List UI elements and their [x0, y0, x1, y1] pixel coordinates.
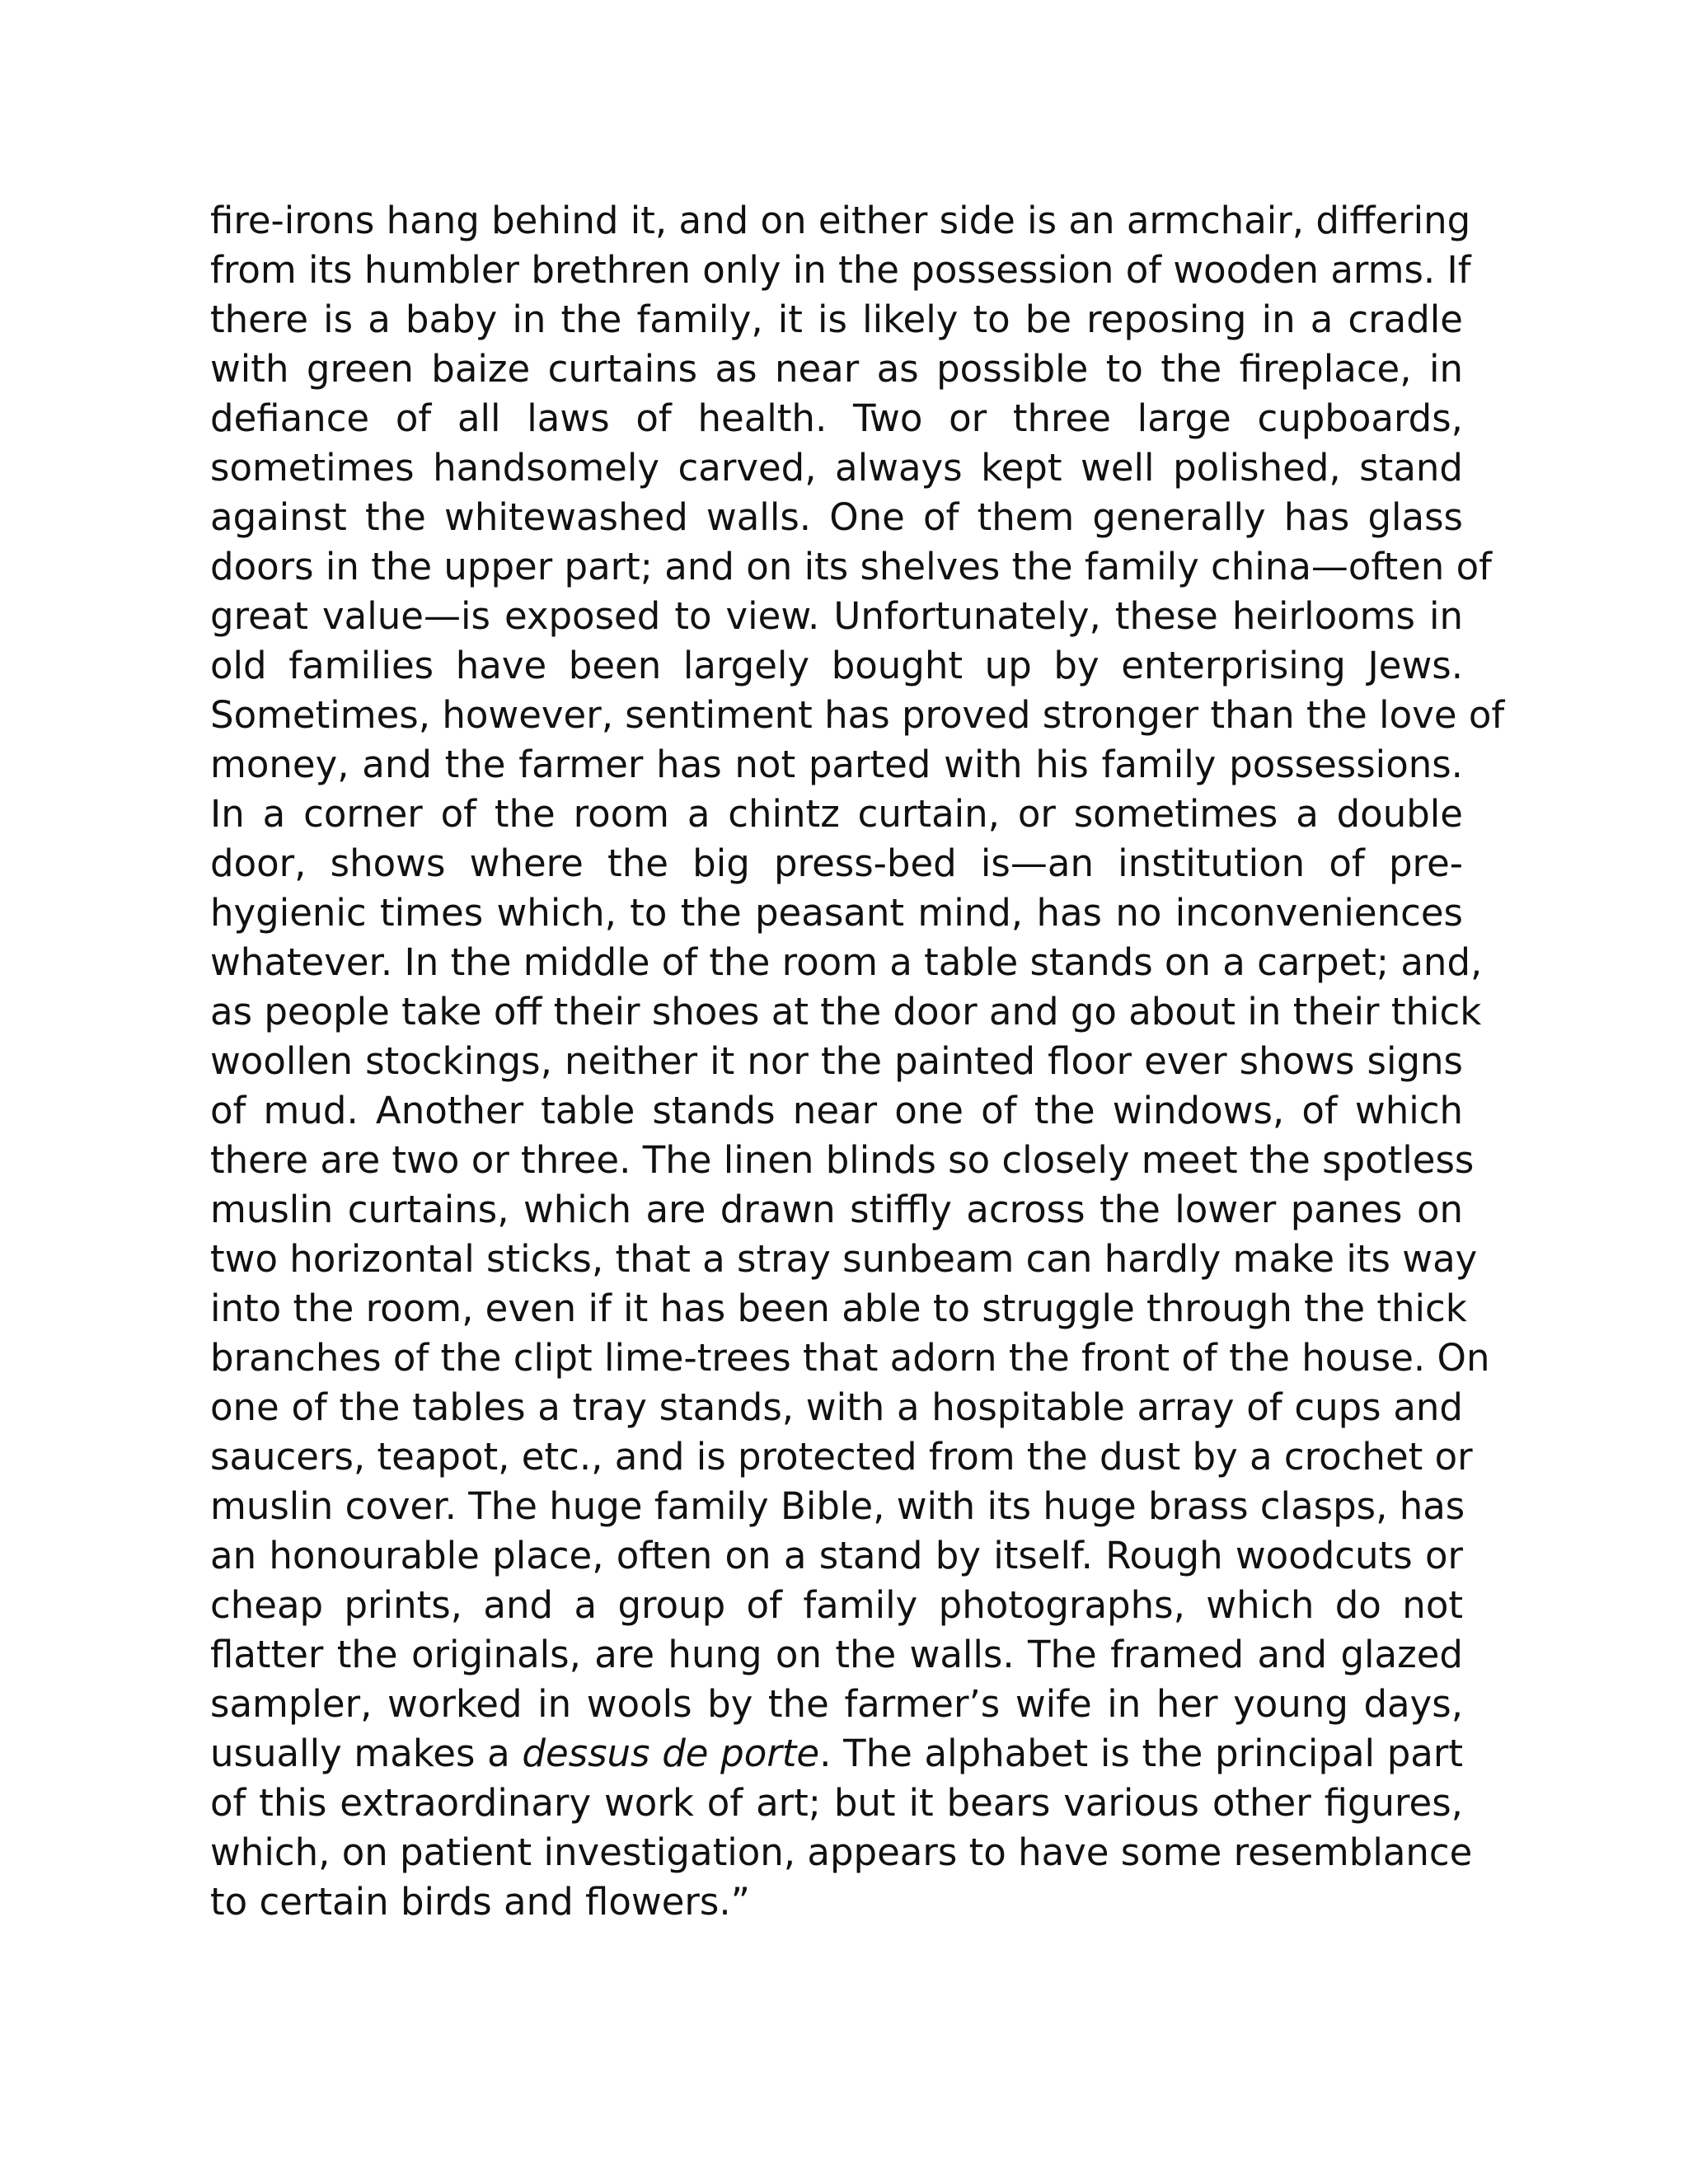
- text-segment: into the room, even if it has been able to struggle through the thick: [210, 1286, 1467, 1330]
- text-line: [210, 790, 1463, 839]
- text-segment: defiance of all laws of health. Two or three large cupboards,: [210, 396, 1463, 440]
- text-line: [210, 443, 1463, 493]
- text-line: [210, 938, 1483, 987]
- text-segment: with green baize curtains as near as possible to the fireplace, in: [210, 347, 1463, 391]
- text-line: [210, 394, 1463, 443]
- text-line: [210, 1235, 1478, 1284]
- text-line: [210, 1531, 1463, 1581]
- text-line: [210, 1284, 1467, 1333]
- text-line: [210, 246, 1471, 295]
- text-segment: there is a baby in the family, it is likely to be reposing in a cradle: [210, 298, 1463, 341]
- text-segment: old families have been largely bought up by enterprising Jews.: [210, 644, 1463, 687]
- text-line: [210, 641, 1463, 691]
- text-segment: Sometimes, however, sentiment has proved stronger than the love of: [210, 693, 1505, 737]
- text-segment: an honourable place, often on a stand by itself. Rough woodcuts or: [210, 1534, 1463, 1577]
- text-segment: branches of the clipt lime-trees that adorn the front of the house. On: [210, 1336, 1490, 1380]
- text-line: [210, 1086, 1463, 1136]
- text-line: [210, 344, 1463, 394]
- text-line: [210, 987, 1482, 1037]
- text-segment: of this extraordinary work of art; but it bears various other figures,: [210, 1781, 1463, 1825]
- text-line: [210, 542, 1493, 592]
- text-segment: of mud. Another table stands near one of the windows, of which: [210, 1089, 1463, 1132]
- text-line: [210, 1877, 1463, 1927]
- text-line: [210, 1630, 1463, 1680]
- text-segment: against the whitewashed walls. One of them generally has glass: [210, 495, 1463, 539]
- text-line: [210, 888, 1463, 938]
- text-segment: usually makes a: [210, 1732, 523, 1775]
- text-line: [210, 1581, 1463, 1630]
- text-line: [210, 592, 1463, 641]
- text-segment: there are two or three. The linen blinds so closely meet the spotless: [210, 1138, 1475, 1182]
- text-line: [210, 1333, 1490, 1383]
- text-segment: sometimes handsomely carved, always kept well polished, stand: [210, 446, 1463, 490]
- text-segment: two horizontal sticks, that a stray sunbeam can hardly make its way: [210, 1237, 1478, 1281]
- text-segment: flatter the originals, are hung on the walls. The framed and glazed: [210, 1633, 1463, 1676]
- text-line: [210, 839, 1463, 888]
- text-segment: . The alphabet is the principal part: [819, 1732, 1464, 1775]
- text-segment: great value—is exposed to view. Unfortunately, these heirlooms in: [210, 594, 1463, 638]
- text-line: [210, 1482, 1463, 1531]
- text-line: [210, 1185, 1463, 1235]
- text-segment: hygienic times which, to the peasant mind, has no inconveniences: [210, 891, 1463, 935]
- body-paragraph: [210, 196, 1505, 1927]
- text-line: [210, 740, 1463, 790]
- text-line: [210, 1383, 1463, 1432]
- text-line: [210, 1680, 1463, 1729]
- text-segment: money, and the farmer has not parted with his family possessions.: [210, 743, 1463, 786]
- text-line: [210, 1037, 1463, 1086]
- text-line: [210, 1136, 1475, 1185]
- text-line: [210, 493, 1463, 542]
- text-line: [210, 196, 1471, 246]
- text-segment: which, on patient investigation, appears to have some resemblance: [210, 1830, 1473, 1874]
- text-segment: woollen stockings, neither it nor the painted floor ever shows signs: [210, 1039, 1463, 1083]
- text-segment: sampler, worked in wools by the farmer’s wife in her young days,: [210, 1682, 1463, 1726]
- text-segment: cheap prints, and a group of family photographs, which do not: [210, 1583, 1463, 1627]
- text-segment: one of the tables a tray stands, with a hospitable array of cups and: [210, 1385, 1463, 1429]
- text-segment: from its humbler brethren only in the possession of wooden arms. If: [210, 248, 1471, 292]
- text-segment: saucers, teapot, etc., and is protected from the dust by a crochet or: [210, 1435, 1473, 1479]
- text-segment: whatever. In the middle of the room a table stands on a carpet; and,: [210, 940, 1483, 984]
- italic-text: dessus de porte: [522, 1732, 820, 1775]
- text-segment: to certain birds and flowers.”: [210, 1880, 750, 1924]
- text-segment: fire-irons hang behind it, and on either side is an armchair, differing: [210, 199, 1471, 242]
- text-segment: as people take off their shoes at the door and go about in their thick: [210, 990, 1482, 1033]
- text-line: [210, 295, 1463, 344]
- text-segment: In a corner of the room a chintz curtain, or sometimes a double: [210, 792, 1463, 836]
- text-segment: door, shows where the big press-bed is—an institution of pre-: [210, 841, 1463, 885]
- text-line: [210, 1432, 1473, 1482]
- text-segment: doors in the upper part; and on its shelves the family china—often of: [210, 545, 1493, 588]
- text-line: [210, 1779, 1463, 1828]
- text-line: [210, 1828, 1473, 1877]
- text-segment: muslin cover. The huge family Bible, with its huge brass clasps, has: [210, 1484, 1465, 1528]
- text-line: [210, 691, 1505, 740]
- text-segment: muslin curtains, which are drawn stiffly across the lower panes on: [210, 1188, 1463, 1231]
- text-line: [210, 1729, 1463, 1779]
